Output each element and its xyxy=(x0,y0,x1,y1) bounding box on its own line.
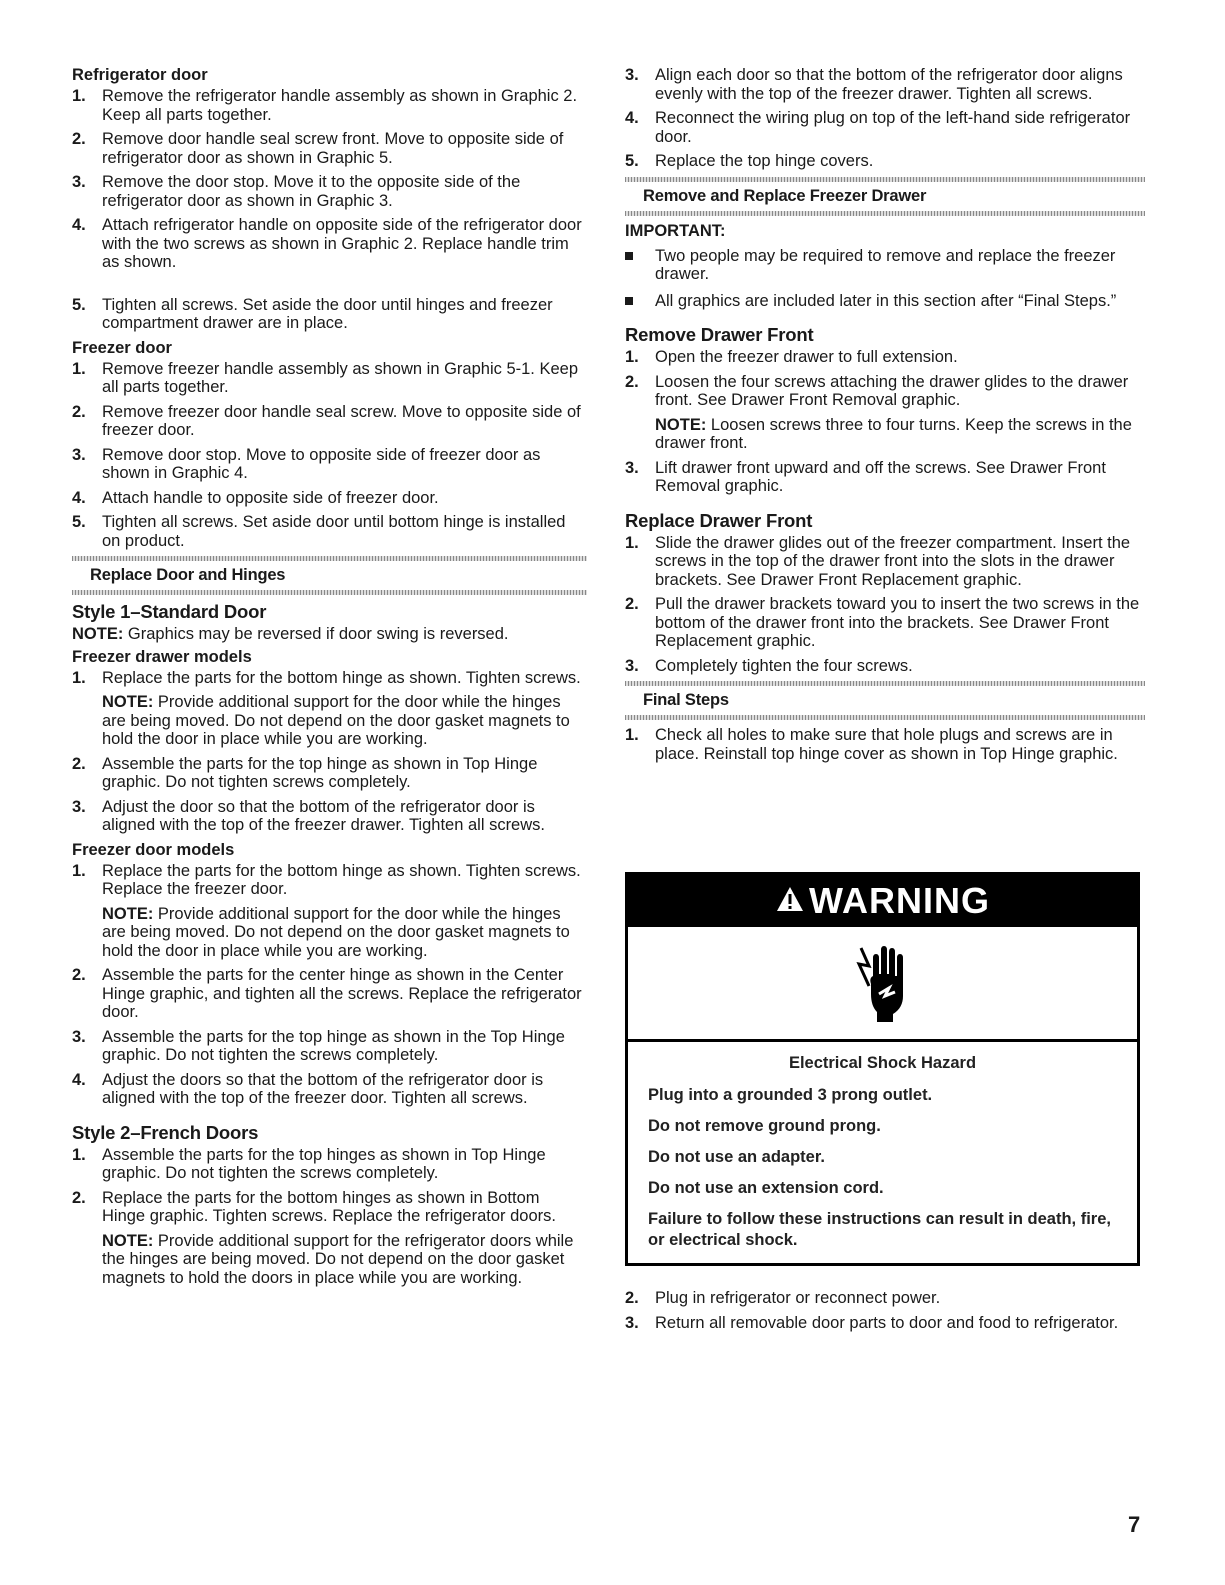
step-text: Reconnect the wiring plug on top of the left-hand side refrigerator door. xyxy=(655,109,1131,146)
list-item xyxy=(72,513,587,550)
freezer-door-models-heading: Freezer door models xyxy=(72,840,235,859)
style1-heading: Style 1–Standard Door xyxy=(72,601,267,622)
replace-drawer-front-heading: Replace Drawer Front xyxy=(625,509,813,531)
step-number: 4. xyxy=(72,1070,86,1089)
warning-triangle-icon xyxy=(775,880,805,922)
step-number: 3. xyxy=(72,173,86,191)
step-text: Plug in refrigerator or reconnect power. xyxy=(655,1289,941,1307)
freezer-drawer-models-steps xyxy=(72,669,587,835)
note-label: NOTE: xyxy=(102,1231,154,1250)
step-text: Slide the drawer glides out of the freezer compartment. Insert the screws in the top of the drawer front into the slots in the drawer brackets. See Drawer Front Replacement graphic. xyxy=(655,533,1131,589)
final-steps xyxy=(625,726,1145,763)
step-number: 3. xyxy=(72,797,86,816)
list-item xyxy=(72,1146,587,1183)
step-text: Loosen the four screws attaching the drawer glides to the drawer front. See Drawer Front Removal graphic. xyxy=(655,372,1129,409)
step-text: Adjust the door so that the bottom of the refrigerator door is aligned with the top of the freezer drawer. Tighten all screws. xyxy=(102,797,545,834)
step-number: 2. xyxy=(625,1289,639,1307)
list-item xyxy=(72,966,587,1022)
remove-drawer-front-steps xyxy=(625,348,1145,496)
final-steps-section-bar xyxy=(625,681,1145,720)
step-text: Remove the door stop. Move it to the opposite side of the refrigerator door as shown in Graphic 3. xyxy=(102,173,521,210)
step-text: Remove door handle seal screw front. Move to opposite side of refrigerator door as shown in Graphic 5. xyxy=(102,130,564,167)
bullet-text: All graphics are included later in this section after “Final Steps.” xyxy=(655,291,1117,310)
refrigerator-door-steps xyxy=(72,87,587,333)
note-label: NOTE: xyxy=(102,904,154,923)
list-item xyxy=(72,173,587,210)
freezer-door-heading: Freezer door xyxy=(72,338,172,357)
list-item xyxy=(72,130,587,167)
step-text: Replace the parts for the bottom hinge as shown. Tighten screws. Replace the freezer door. xyxy=(102,861,581,898)
step-text: Tighten all screws. Set aside the door until hinges and freezer compartment drawer are in place. xyxy=(102,295,553,332)
step-text: Assemble the parts for the top hinges as shown in Top Hinge graphic. Do not tighten the screws completely. xyxy=(102,1145,546,1182)
note-text: Loosen screws three to four turns. Keep the screws in the drawer front. xyxy=(655,415,1132,452)
list-item xyxy=(625,595,1145,651)
bullet-text: Two people may be required to remove and replace the freezer drawer. xyxy=(655,246,1116,283)
freezer-door-models-steps xyxy=(72,862,587,1108)
note-label: NOTE: xyxy=(102,693,154,711)
list-item xyxy=(625,292,1145,311)
list-item xyxy=(625,348,1145,367)
step-text: Remove freezer door handle seal screw. Move to opposite side of freezer door. xyxy=(102,402,581,439)
style2-steps xyxy=(72,1146,587,1288)
step-number: 2. xyxy=(625,372,639,391)
step-number: 3. xyxy=(625,1313,639,1332)
step-text: Completely tighten the four screws. xyxy=(655,656,913,675)
list-item xyxy=(625,1314,1145,1333)
list-item xyxy=(72,360,587,397)
right-column xyxy=(625,66,1145,769)
step-text: Lift drawer front upward and off the screws. See Drawer Front Removal graphic. xyxy=(655,458,1106,495)
refrigerator-door-heading: Refrigerator door xyxy=(72,66,208,84)
step-text: Check all holes to make sure that hole plugs and screws are in place. Reinstall top hinge cover as shown in Top Hinge graphic. xyxy=(655,726,1118,763)
page-number: 7 xyxy=(1128,1512,1141,1537)
list-item xyxy=(625,459,1145,496)
step-text: Assemble the parts for the top hinge as shown in the Top Hinge graphic. Do not tighten the screws completely. xyxy=(102,1027,565,1064)
list-item xyxy=(72,216,587,272)
after-warning-steps xyxy=(625,1289,1145,1332)
step-text: Replace the parts for the bottom hinge as shown. Tighten screws. xyxy=(102,668,581,687)
warning-box xyxy=(625,872,1140,1266)
step-note xyxy=(102,1232,587,1288)
step-number: 1. xyxy=(72,668,86,687)
bullet-square-icon xyxy=(625,297,633,305)
step-text: Replace the parts for the bottom hinges as shown in Bottom Hinge graphic. Tighten screws. Replace the refrigerator doors. xyxy=(102,1188,556,1225)
step-number: 1. xyxy=(72,359,86,378)
note-text: Provide additional support for the door while the hinges are being moved. Do not depend on the door gasket magnets to hold the door in place while you are working. xyxy=(102,904,570,960)
freezer-drawer-section-bar xyxy=(625,177,1145,216)
step-number: 2. xyxy=(72,1188,86,1207)
list-item xyxy=(625,66,1145,103)
step-number: 1. xyxy=(625,533,639,552)
important-bullets xyxy=(625,247,1145,311)
warning-line: Do not remove ground prong. xyxy=(648,1117,881,1135)
step-text: Tighten all screws. Set aside door until bottom hinge is installed on product. xyxy=(102,513,566,550)
style1-note xyxy=(72,625,587,644)
step-number: 5. xyxy=(625,152,639,170)
list-item xyxy=(72,798,587,835)
warning-line: Failure to follow these instructions can result in death, fire, or electrical shock. xyxy=(648,1210,1111,1249)
step-number: 1. xyxy=(72,861,86,880)
remove-drawer-front-heading: Remove Drawer Front xyxy=(625,324,814,345)
step-number: 4. xyxy=(72,216,86,234)
step-number: 3. xyxy=(625,458,639,477)
step-text: Align each door so that the bottom of the refrigerator door aligns evenly with the top of the freezer drawer. Tighten all screws. xyxy=(655,66,1123,103)
list-item xyxy=(72,1189,587,1288)
list-item xyxy=(72,403,587,440)
after-warning-column xyxy=(625,1289,1145,1338)
step-number: 4. xyxy=(72,488,86,507)
step-number: 2. xyxy=(72,966,86,984)
list-item xyxy=(72,446,587,483)
list-item xyxy=(72,1071,587,1108)
list-item xyxy=(625,247,1145,284)
style2-heading: Style 2–French Doors xyxy=(72,1121,259,1143)
list-item xyxy=(72,862,587,961)
step-text: Remove door stop. Move to opposite side of freezer door as shown in Graphic 4. xyxy=(102,445,541,482)
list-item xyxy=(625,109,1145,146)
section-title: Replace Door and Hinges xyxy=(90,566,286,584)
step-text: Pull the drawer brackets toward you to insert the two screws in the bottom of the drawer front into the brackets. See Drawer Front Replacement graphic. xyxy=(655,595,1140,650)
note-text: Provide additional support for the refrigerator doors while the hinges are being moved. Do not depend on the door gasket magnets to hold the doors in place while you are working. xyxy=(102,1231,574,1287)
step-text: Attach handle to opposite side of freezer door. xyxy=(102,488,439,507)
step-number: 3. xyxy=(625,66,639,84)
freezer-drawer-models-heading: Freezer drawer models xyxy=(72,647,252,666)
note-label: NOTE: xyxy=(655,415,707,434)
replace-door-hinges-section-bar xyxy=(72,556,587,595)
continued-steps xyxy=(625,66,1145,171)
note-text: Graphics may be reversed if door swing is reversed. xyxy=(123,625,509,643)
list-item xyxy=(72,489,587,508)
shock-hazard-icon-area xyxy=(628,927,1137,1042)
step-number: 5. xyxy=(72,513,86,531)
step-note xyxy=(102,905,587,961)
list-item xyxy=(625,534,1145,590)
step-text: Replace the top hinge covers. xyxy=(655,152,874,170)
list-item xyxy=(625,657,1145,676)
step-number: 2. xyxy=(72,402,86,421)
important-heading: IMPORTANT: xyxy=(625,221,726,240)
step-text: Return all removable door parts to door and food to refrigerator. xyxy=(655,1313,1119,1332)
step-number: 1. xyxy=(72,87,86,105)
freezer-door-steps xyxy=(72,360,587,551)
section-title: Final Steps xyxy=(643,691,729,709)
list-item xyxy=(625,152,1145,171)
warning-header xyxy=(628,875,1137,927)
step-number: 2. xyxy=(625,595,639,613)
left-column xyxy=(72,66,587,1293)
step-note xyxy=(655,416,1145,453)
list-item xyxy=(625,1289,1145,1308)
bullet-square-icon xyxy=(625,252,633,260)
list-item xyxy=(625,373,1145,453)
step-text: Adjust the doors so that the bottom of the refrigerator door is aligned with the top of the freezer door. Tighten all screws. xyxy=(102,1070,544,1107)
step-note xyxy=(102,693,587,749)
step-number: 1. xyxy=(72,1145,86,1164)
step-number: 4. xyxy=(625,109,639,127)
replace-drawer-front-steps xyxy=(625,534,1145,676)
warning-header-text: WARNING xyxy=(809,880,990,921)
warning-title: Electrical Shock Hazard xyxy=(788,1054,977,1072)
list-item xyxy=(72,1028,587,1065)
step-text: Assemble the parts for the top hinge as shown in Top Hinge graphic. Do not tighten screws completely. xyxy=(102,754,538,791)
section-title: Remove and Replace Freezer Drawer xyxy=(643,186,927,205)
note-text: Provide additional support for the door while the hinges are being moved. Do not depend on the door gasket magnets to hold the door in place while you are working. xyxy=(102,693,570,748)
step-number: 3. xyxy=(72,445,86,464)
step-text: Assemble the parts for the center hinge as shown in the Center Hinge graphic, and tighten all the screws. Replace the refrigerator door. xyxy=(102,966,582,1021)
step-number: 3. xyxy=(625,656,639,675)
warning-line: Do not use an adapter. xyxy=(648,1148,825,1166)
step-text: Remove freezer handle assembly as shown in Graphic 5-1. Keep all parts together. xyxy=(102,359,578,396)
step-number: 5. xyxy=(72,295,86,314)
list-item xyxy=(625,726,1145,763)
step-text: Attach refrigerator handle on opposite side of the refrigerator door with the two screws as shown in Graphic 2. Replace handle trim as shown. xyxy=(102,216,582,271)
list-item xyxy=(72,296,587,333)
electric-shock-hand-icon xyxy=(843,936,923,1031)
step-number: 1. xyxy=(625,348,639,366)
warning-line: Do not use an extension cord. xyxy=(648,1179,884,1197)
list-item xyxy=(72,669,587,749)
list-item xyxy=(72,87,587,124)
step-text: Open the freezer drawer to full extension. xyxy=(655,348,958,366)
step-number: 1. xyxy=(625,726,639,744)
step-number: 2. xyxy=(72,754,86,773)
step-number: 3. xyxy=(72,1027,86,1046)
list-item xyxy=(72,755,587,792)
step-number: 2. xyxy=(72,130,86,148)
warning-line: Plug into a grounded 3 prong outlet. xyxy=(648,1086,933,1104)
note-label: NOTE: xyxy=(72,625,124,643)
step-text: Remove the refrigerator handle assembly as shown in Graphic 2. Keep all parts together. xyxy=(102,87,578,124)
